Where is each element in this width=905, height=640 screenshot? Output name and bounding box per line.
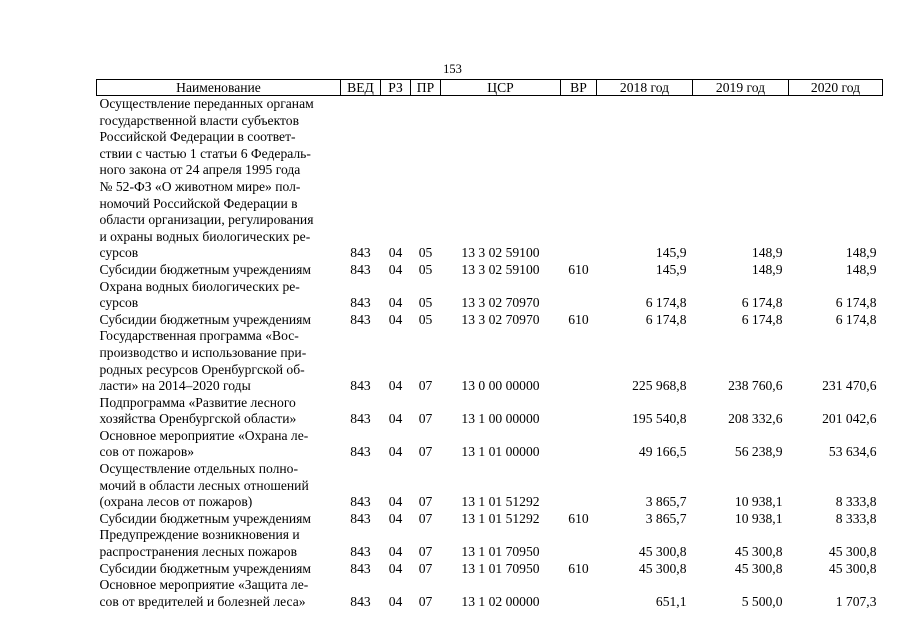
cell-2019: 208 332,6 xyxy=(728,411,783,427)
cell-2019: 5 500,0 xyxy=(741,593,783,609)
header-ved: ВЕД xyxy=(341,80,381,96)
cell-name: Охрана водных биологических ре- сурсов xyxy=(99,278,300,311)
budget-table xyxy=(96,79,883,610)
cell-csr: 13 1 00 00000 xyxy=(461,411,540,427)
cell-2019: 148,9 xyxy=(751,261,783,277)
cell-name: Предупреждение возникновения и распространения лесных пожаров xyxy=(99,527,300,560)
cell-2018: 6 174,8 xyxy=(645,311,687,327)
cell-2018: 3 865,7 xyxy=(645,494,687,510)
cell-name: Осуществление отдельных полно- мочий в области лесных отношений (охрана лесов от пожаров) xyxy=(99,461,309,510)
cell-csr: 13 3 02 59100 xyxy=(461,245,540,261)
cell-2018: 6 174,8 xyxy=(645,295,687,311)
cell-rz: 04 xyxy=(388,411,403,427)
cell-pr: 07 xyxy=(418,510,433,526)
header-2020: 2020 год xyxy=(789,80,883,96)
cell-2020: 148,9 xyxy=(845,261,877,277)
table-row xyxy=(97,561,883,578)
cell-ved: 843 xyxy=(350,444,371,460)
cell-csr: 13 1 01 70950 xyxy=(461,544,540,560)
cell-2020: 45 300,8 xyxy=(828,560,877,576)
cell-vr xyxy=(561,279,597,312)
cell-ved: 843 xyxy=(350,560,371,576)
cell-pr: 05 xyxy=(418,245,433,261)
cell-2019: 6 174,8 xyxy=(741,295,783,311)
cell-vr xyxy=(561,96,597,262)
cell-csr: 13 1 01 00000 xyxy=(461,444,540,460)
cell-rz: 04 xyxy=(388,295,403,311)
cell-ved: 843 xyxy=(350,261,371,277)
cell-name: Субсидии бюджетным учреждениям xyxy=(99,261,312,277)
cell-2020: 6 174,8 xyxy=(835,311,877,327)
table-row xyxy=(97,279,883,312)
cell-2019: 10 938,1 xyxy=(734,510,783,526)
cell-ved: 843 xyxy=(350,411,371,427)
cell-ved: 843 xyxy=(350,510,371,526)
cell-name: Основное мероприятие «Защита ле- сов от вредителей и болезней леса» xyxy=(99,577,309,609)
cell-vr xyxy=(561,527,597,560)
cell-csr: 13 0 00 00000 xyxy=(461,378,540,394)
cell-csr: 13 3 02 59100 xyxy=(461,261,540,277)
cell-2018: 45 300,8 xyxy=(638,560,687,576)
cell-2020: 148,9 xyxy=(845,245,877,261)
cell-ved: 843 xyxy=(350,593,371,609)
cell-pr: 07 xyxy=(418,560,433,576)
cell-ved: 843 xyxy=(350,544,371,560)
cell-2018: 145,9 xyxy=(655,245,687,261)
cell-csr: 13 1 01 70950 xyxy=(461,560,540,576)
cell-name: Субсидии бюджетным учреждениям xyxy=(99,311,312,327)
cell-csr: 13 3 02 70970 xyxy=(461,311,540,327)
cell-vr xyxy=(561,395,597,428)
cell-rz: 04 xyxy=(388,494,403,510)
table-row xyxy=(97,312,883,329)
cell-csr: 13 1 01 51292 xyxy=(461,510,540,526)
cell-2020: 231 470,6 xyxy=(822,378,877,394)
cell-2018: 145,9 xyxy=(655,261,687,277)
cell-rz: 04 xyxy=(388,311,403,327)
cell-name: Субсидии бюджетным учреждениям xyxy=(99,560,312,576)
header-name: Наименование xyxy=(97,80,341,96)
cell-ved: 843 xyxy=(350,494,371,510)
cell-pr: 07 xyxy=(418,411,433,427)
cell-name: Государственная программа «Вос- производство и использование при- родных ресурсов Оренбургской об- ласти» на 2014–2020 годы xyxy=(99,328,307,394)
cell-vr: 610 xyxy=(568,560,589,576)
cell-2019: 45 300,8 xyxy=(734,560,783,576)
cell-2018: 49 166,5 xyxy=(638,444,687,460)
table-row xyxy=(97,428,883,461)
header-csr: ЦСР xyxy=(441,80,561,96)
cell-2019: 6 174,8 xyxy=(741,311,783,327)
cell-name: Подпрограмма «Развитие лесного хозяйства Оренбургской области» xyxy=(99,394,297,427)
header-pr: ПР xyxy=(411,80,441,96)
header-2018: 2018 год xyxy=(597,80,693,96)
cell-vr xyxy=(561,328,597,394)
cell-rz: 04 xyxy=(388,444,403,460)
table-header-row xyxy=(97,80,883,96)
cell-ved: 843 xyxy=(350,311,371,327)
cell-2019: 45 300,8 xyxy=(734,544,783,560)
cell-2020: 6 174,8 xyxy=(835,295,877,311)
table-row xyxy=(97,395,883,428)
cell-2020: 1 707,3 xyxy=(835,593,877,609)
cell-vr: 610 xyxy=(568,311,589,327)
table-row xyxy=(97,96,883,262)
header-2019: 2019 год xyxy=(693,80,789,96)
cell-2018: 651,1 xyxy=(655,593,687,609)
cell-pr: 07 xyxy=(418,593,433,609)
cell-rz: 04 xyxy=(388,544,403,560)
table-row xyxy=(97,461,883,511)
cell-name: Осуществление переданных органам государственной власти субъектов Российской Федерации в соответ- ствии с частью 1 статьи 6 Федераль- ного закона от 24 апреля 1995 года № 52-ФЗ «О животном мире» пол- номочий Российской Федерации в области организации, регулирования и охраны водных биологических ре- сурсов xyxy=(99,96,314,261)
table-row xyxy=(97,262,883,279)
cell-rz: 04 xyxy=(388,245,403,261)
cell-csr: 13 3 02 70970 xyxy=(461,295,540,311)
cell-name: Основное мероприятие «Охрана ле- сов от пожаров» xyxy=(99,427,309,460)
cell-pr: 05 xyxy=(418,311,433,327)
cell-name: Субсидии бюджетным учреждениям xyxy=(99,510,312,526)
page-number: 153 xyxy=(443,62,462,76)
table-row xyxy=(97,511,883,528)
header-rz: РЗ xyxy=(381,80,411,96)
cell-2019: 56 238,9 xyxy=(734,444,783,460)
table-row xyxy=(97,527,883,560)
cell-vr: 610 xyxy=(568,261,589,277)
cell-ved: 843 xyxy=(350,295,371,311)
cell-rz: 04 xyxy=(388,261,403,277)
cell-rz: 04 xyxy=(388,510,403,526)
cell-pr: 05 xyxy=(418,295,433,311)
cell-2018: 3 865,7 xyxy=(645,510,687,526)
cell-pr: 05 xyxy=(418,261,433,277)
cell-2020: 53 634,6 xyxy=(828,444,877,460)
cell-pr: 07 xyxy=(418,444,433,460)
table-row xyxy=(97,577,883,610)
cell-vr xyxy=(561,577,597,610)
cell-2018: 45 300,8 xyxy=(638,544,687,560)
cell-vr xyxy=(561,461,597,511)
cell-2019: 148,9 xyxy=(751,245,783,261)
cell-vr xyxy=(561,428,597,461)
cell-rz: 04 xyxy=(388,560,403,576)
cell-2020: 201 042,6 xyxy=(822,411,877,427)
cell-csr: 13 1 01 51292 xyxy=(461,494,540,510)
cell-pr: 07 xyxy=(418,378,433,394)
cell-2019: 10 938,1 xyxy=(734,494,783,510)
header-vr: ВР xyxy=(561,80,597,96)
cell-rz: 04 xyxy=(388,593,403,609)
cell-vr: 610 xyxy=(568,510,589,526)
table-row xyxy=(97,328,883,394)
cell-2018: 195 540,8 xyxy=(632,411,687,427)
cell-ved: 843 xyxy=(350,378,371,394)
cell-2018: 225 968,8 xyxy=(632,378,687,394)
cell-2020: 45 300,8 xyxy=(828,544,877,560)
cell-2020: 8 333,8 xyxy=(835,494,877,510)
cell-csr: 13 1 02 00000 xyxy=(461,593,540,609)
cell-2020: 8 333,8 xyxy=(835,510,877,526)
cell-2019: 238 760,6 xyxy=(728,378,783,394)
cell-pr: 07 xyxy=(418,544,433,560)
cell-ved: 843 xyxy=(350,245,371,261)
cell-rz: 04 xyxy=(388,378,403,394)
cell-pr: 07 xyxy=(418,494,433,510)
